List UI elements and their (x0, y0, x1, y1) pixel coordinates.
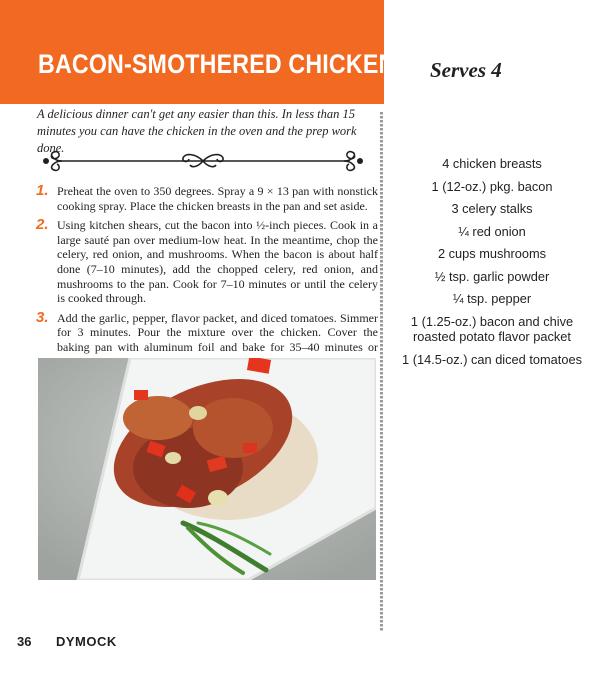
recipe-photo (38, 358, 376, 580)
instruction-step (36, 218, 378, 306)
column-divider (380, 112, 383, 632)
step-number: 2. (36, 216, 49, 234)
dish-photo-illustration (38, 358, 376, 580)
ingredient-item: 4 chicken breasts (442, 156, 542, 171)
step-text: Preheat the oven to 350 degrees. Spray a 9 × 13 pan with nonstick cooking spray. Place the chicken breasts in the pan and set aside. (57, 184, 378, 213)
ingredient-item: ¼ tsp. pepper (452, 291, 532, 306)
ingredient-item: 3 celery stalks (451, 201, 533, 216)
ingredient-item: 1 (1.25-oz.) bacon and chive roasted potato flavor packet (410, 313, 574, 344)
ingredients-list (392, 156, 592, 374)
ingredient-item: 1 (12-oz.) pkg. bacon (431, 178, 553, 194)
step-text: Using kitchen shears, cut the bacon into ½-inch pieces. Cook in a large sauté pan over medium-low heat. In the meantime, chop the celery, red onion, and mushrooms. When the bacon is about half done (7–10 minutes), add the chopped celery, red onion, and mushrooms to the pan. Cook for 7–10 minutes or until the celery is cooked through. (57, 218, 378, 306)
recipe-title: BACON-SMOTHERED CHICKEN (38, 49, 396, 79)
title-banner (0, 0, 396, 104)
instruction-step (36, 184, 378, 213)
ingredient-item: 1 (14.5-oz.) can diced tomatoes (402, 351, 582, 367)
ingredient-item: ¼ red onion (458, 223, 526, 239)
instructions-list (36, 184, 378, 374)
author-name: DYMOCK (56, 634, 117, 649)
ingredient-item: 2 cups mushrooms (437, 246, 547, 261)
page-number: 36 (17, 634, 32, 649)
ingredient-item: ½ tsp. garlic powder (434, 268, 550, 284)
recipe-intro: A delicious dinner can't get any easier than this. In less than 15 minutes you can have the chicken in the oven and the prep work done. (37, 107, 357, 155)
serves-label: Serves 4 (430, 58, 502, 82)
step-number: 3. (36, 308, 49, 326)
step-number: 1. (36, 182, 49, 199)
ornament-divider-icon (40, 150, 366, 172)
step-text: Add the garlic, pepper, flavor packet, and diced tomatoes. Simmer for 3 minutes. Pour the mixture over the chicken. Cover the baking pan with aluminum foil and bake for 35–40 minutes or (57, 310, 378, 354)
